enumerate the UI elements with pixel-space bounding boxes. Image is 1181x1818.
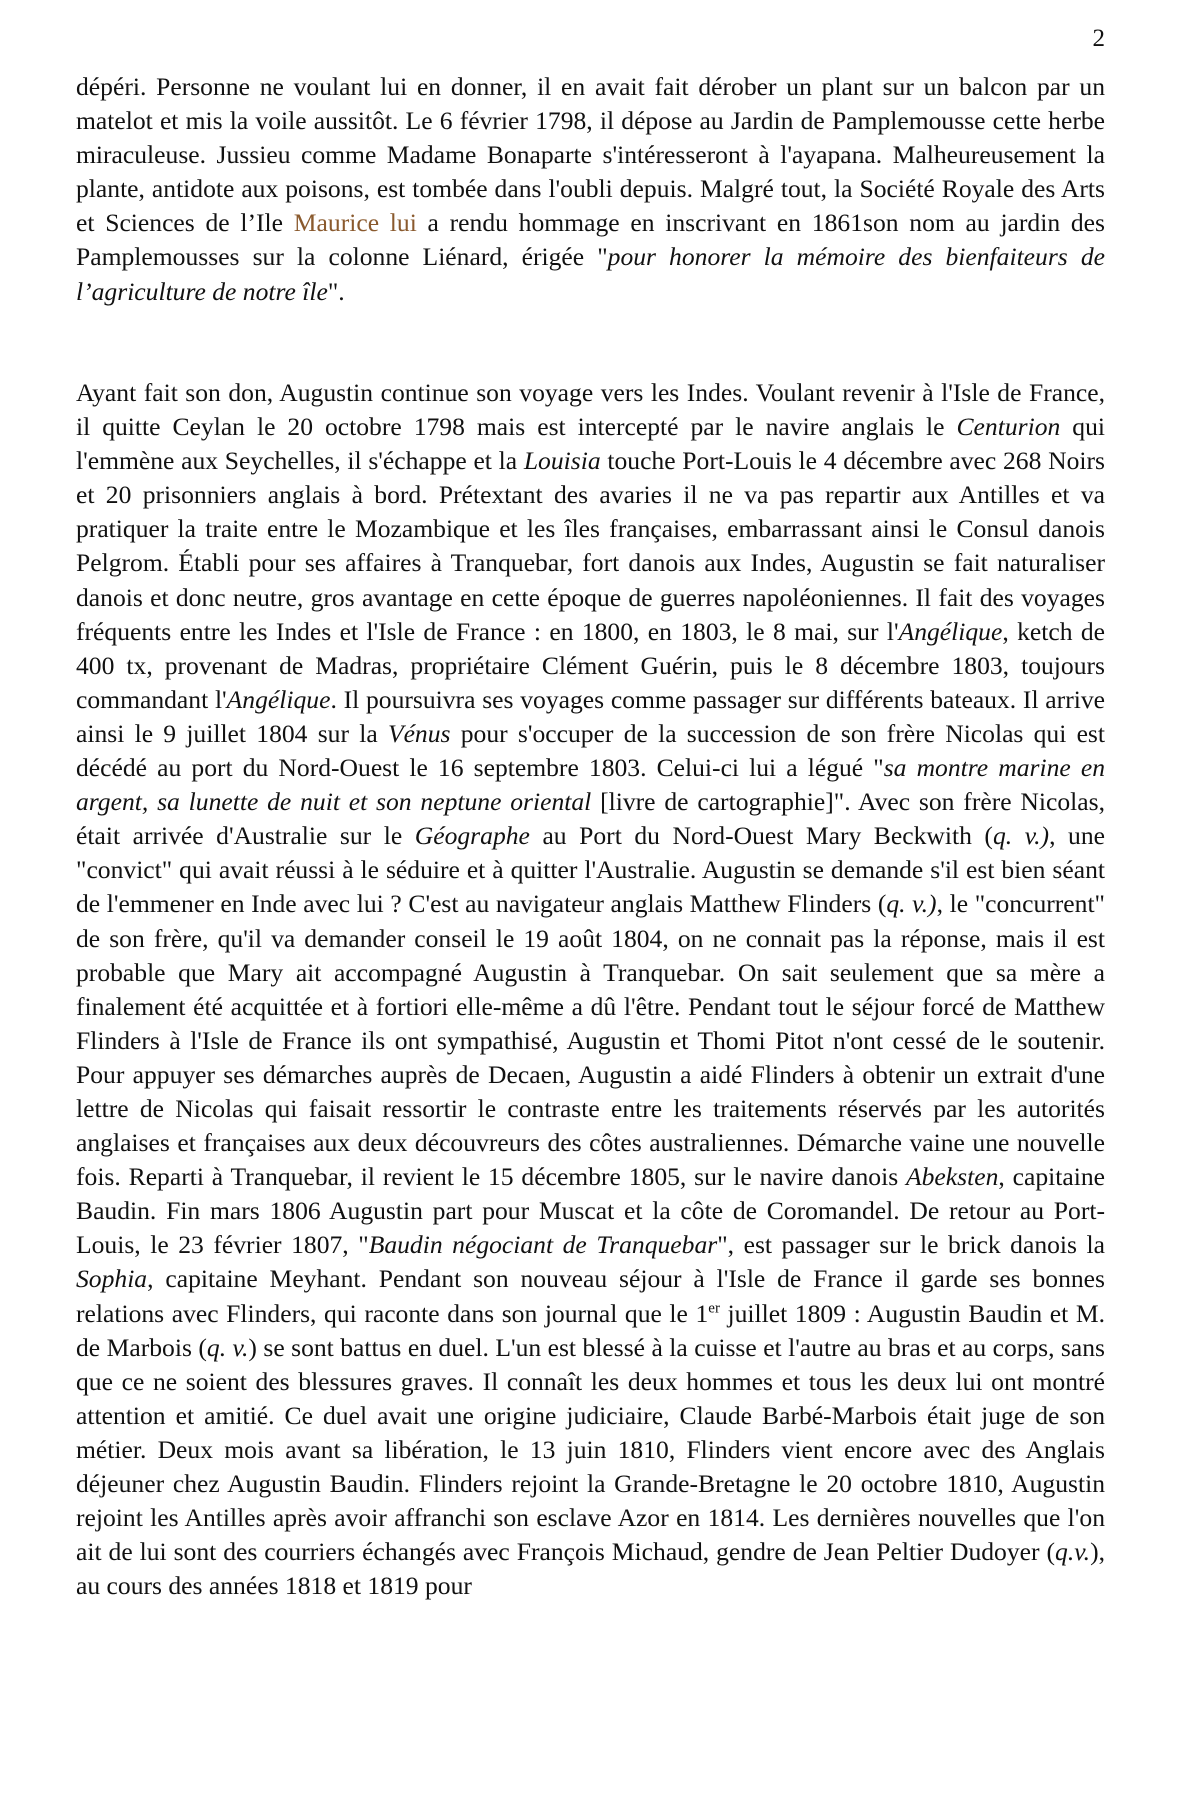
- italic-run: Angélique: [226, 684, 331, 714]
- text-run: ", est passager sur le brick danois la: [717, 1230, 1105, 1260]
- paragraph-voyages: [76, 376, 1105, 1603]
- text-run: , capitaine Meyhant. Pendant son nouveau séjour à l'Isle de France il garde ses bonnes relations avec Flinders, qui raconte dans son journal que le 1: [76, 1264, 1105, 1328]
- italic-run: q. v.): [992, 821, 1050, 851]
- italic-run: q. v.): [886, 889, 937, 919]
- text-run: , ketch de 400 tx, provenant de Madras, propriétaire Clément Guérin, puis le 8 décembre 1803, toujours commandant l': [76, 616, 1105, 714]
- text-run: ".: [327, 276, 345, 306]
- italic-run: Baudin négociant de Tranquebar: [368, 1230, 718, 1260]
- text-run: Ayant fait son don, Augustin continue son voyage vers les Indes. Voulant revenir à l'Isle de France, il quitte Ceylan le 20 octobre 1798 mais est intercepté par le navire anglais le: [76, 378, 1105, 442]
- text-run: juillet 1809 : Augustin Baudin et M. de Marbois (: [76, 1298, 1105, 1362]
- superscript-run: er: [708, 1300, 720, 1316]
- italic-run: pour honorer la mémoire des bienfaiteurs de l’agriculture de notre île: [76, 242, 1105, 306]
- text-run: pour s'occuper de la succession de son frère Nicolas qui est décédé au port du Nord-Ouest le 16 septembre 1803. Celui-ci lui a légué ": [76, 718, 1106, 783]
- italic-run: sa montre marine en argent, sa lunette de nuit et son neptune oriental: [76, 753, 1105, 817]
- italic-run: q.v.: [1055, 1537, 1091, 1567]
- text-run: , une "convict" qui avait réussi à le séduire et à quitter l'Australie. Augustin se demande s'il est bien séant de l'emmener en Inde avec lui ? C'est au navigateur anglais Matthew Flinders (: [76, 821, 1105, 919]
- highlighted-run: Maurice lui: [293, 208, 417, 238]
- text-run: [livre de cartographie]". Avec son frère Nicolas, était arrivée d'Australie sur le: [76, 787, 1105, 851]
- text-run: , le "concurrent" de son frère, qu'il va demander conseil le 19 août 1804, on ne connait pas la réponse, mais il est probable que Mary ait accompagné Augustin à Tranquebar. On sait seulement que sa mère a finalement été acquittée et à fortiori elle-même a dû l'être. Pendant tout le séjour forcé de Matthew Flinders à l'Isle de France ils ont sympathisé, Augustin et Thomi Pitot n'ont cessé de le soutenir. Pour appuyer ses démarches auprès de Decaen, Augustin a aidé Flinders à obtenir un extrait d'une lettre de Nicolas qui faisait ressortir le contraste entre les traitements réservés par les autorités anglaises et françaises aux deux découvreurs des côtes australiennes. Démarche vaine une nouvelle fois. Reparti à Tranquebar, il revient le 15 décembre 1805, sur le navire danois: [76, 889, 1106, 1192]
- italic-run: Sophia: [76, 1264, 148, 1294]
- text-run: . Il poursuivra ses voyages comme passager sur différents bateaux. Il arrive ainsi le 9 juillet 1804 sur la: [76, 684, 1105, 748]
- text-run: , capitaine Baudin. Fin mars 1806 Augustin part pour Muscat et la côte de Coromandel. De retour au Port-Louis, le 23 février 1807, ": [76, 1162, 1105, 1260]
- italic-run: Abeksten: [906, 1162, 999, 1192]
- italic-run: Centurion: [956, 412, 1061, 442]
- italic-run: Géographe: [414, 821, 530, 851]
- page-number: 2: [1092, 25, 1105, 52]
- text-run: a rendu hommage en inscrivant en 1861son nom au jardin des Pamplemousses sur la colonne Liénard, érigée ": [76, 208, 1105, 272]
- text-run: au Port du Nord-Ouest Mary Beckwith (: [529, 821, 993, 851]
- italic-run: q. v.: [206, 1332, 249, 1362]
- text-run: touche Port-Louis le 4 décembre avec 268 Noirs et 20 prisonniers anglais à bord. Prétextant des avaries il ne va pas repartir aux Antilles et va pratiquer la traite entre le Mozambique et les îles françaises, embarrassant ainsi le Consul danois Pelgrom. Établi pour ses affaires à Tranquebar, fort danois aux Indes, Augustin se fait naturaliser danois et donc neutre, gros avantage en cette époque de guerres napoléoniennes. Il fait des voyages fréquents entre les Indes et l'Isle de France : en 1800, en 1803, le 8 mai, sur l': [76, 446, 1105, 646]
- text-run: qui l'emmène aux Seychelles, il s'échappe et la: [76, 412, 1105, 476]
- text-run: dépéri. Personne ne voulant lui en donner, il en avait fait dérober un plant sur un balcon par un matelot et mis la voile aussitôt. Le 6 février 1798, il dépose au Jardin de Pamplemousse cette herbe miraculeuse. Jussieu comme Madame Bonaparte s'intéresseront à l'ayapana. Malheureusement la plante, antidote aux poisons, est tombée dans l'oubli depuis. Malgré tout, la Société Royale des Arts et Sciences de l’Ile: [76, 72, 1105, 238]
- italic-run: Louisia: [523, 446, 601, 476]
- italic-run: Angélique: [898, 616, 1003, 646]
- italic-run: Vénus: [387, 718, 451, 748]
- text-run: ), au cours des années 1818 et 1819 pour: [76, 1537, 1105, 1601]
- paragraph-ayapana: [76, 70, 1105, 309]
- text-run: ) se sont battus en duel. L'un est blessé à la cuisse et l'autre au bras et au corps, sans que ce ne soient des blessures graves. Il connaît les deux hommes et tous les deux lui ont montré attention et amitié. Ce duel avait une origine judiciaire, Claude Barbé-Marbois était juge de son métier. Deux mois avant sa libération, le 13 juin 1810, Flinders vient encore avec des Anglais déjeuner chez Augustin Baudin. Flinders rejoint la Grande-Bretagne le 20 octobre 1810, Augustin rejoint les Antilles après avoir affranchi son esclave Azor en 1814. Les dernières nouvelles que l'on ait de lui sont des courriers échangés avec François Michaud, gendre de Jean Peltier Dudoyer (: [76, 1332, 1105, 1567]
